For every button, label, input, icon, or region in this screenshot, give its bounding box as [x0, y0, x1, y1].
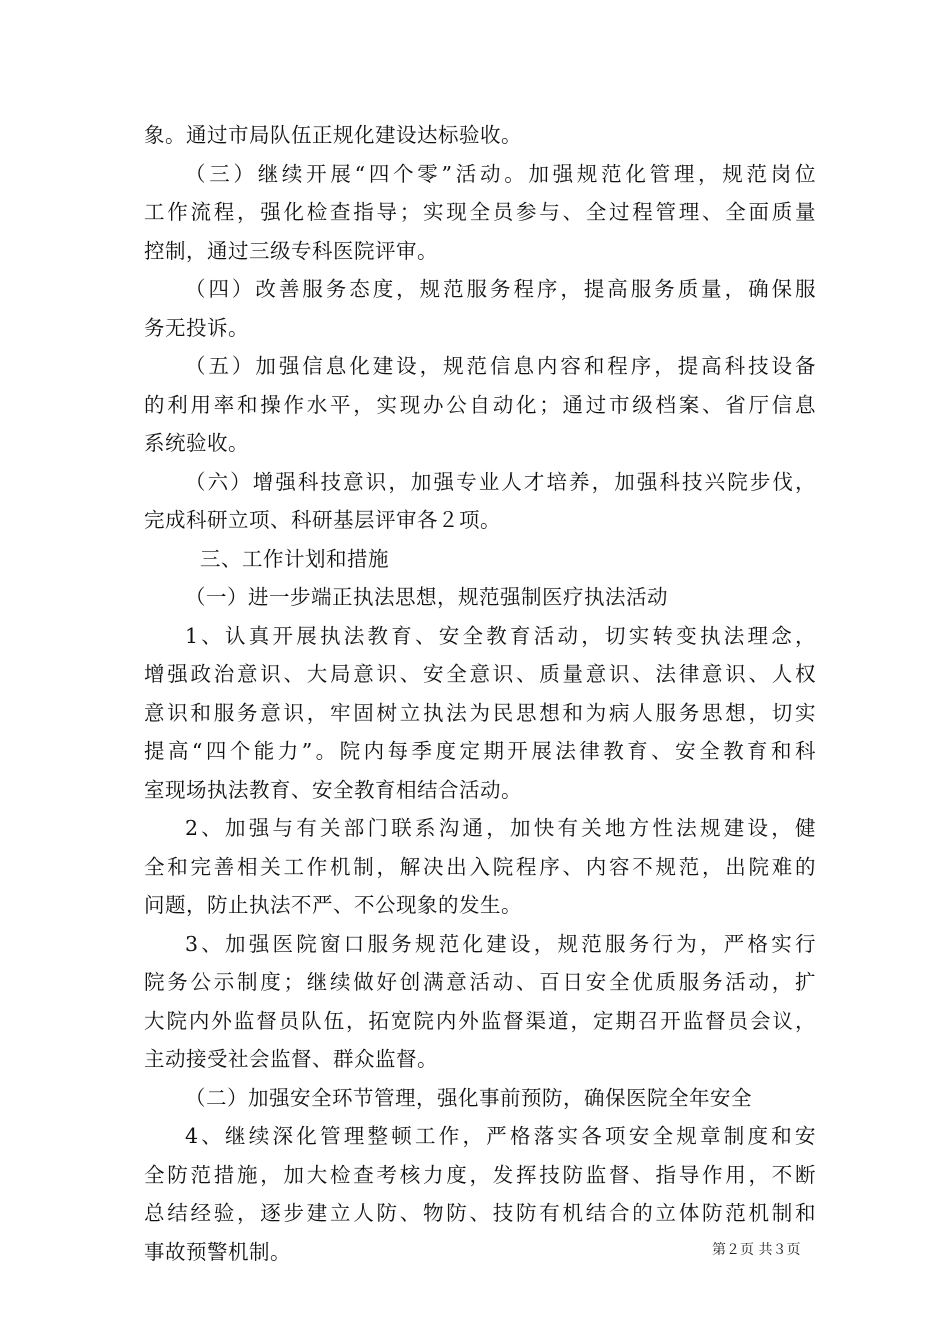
document-body [144, 116, 816, 1271]
text-line: 院务公示制度；继续做好创满意活动、百日安全优质服务活动，扩 [144, 970, 816, 994]
text-line: 务无投诉。 [144, 315, 249, 340]
page-indicator: 第２页 共３页 [712, 1242, 801, 1258]
text-line: 4、继续深化管理整顿工作，严格落实各项安全规章制度和安 [185, 1124, 816, 1148]
text-line: 意识和服务意识，牢固树立执法为民思想和为病人服务思想，切实 [144, 700, 816, 725]
text-line: （五）加强信息化建设，规范信息内容和程序，提高科技设备 [185, 354, 816, 378]
text-line: 问题，防止执法不严、不公现象的发生。 [144, 893, 522, 917]
text-line: 完成科研立项、科研基层评审各２项。 [144, 508, 501, 532]
text-line: 1、认真开展执法教育、安全教育活动，切实转变执法理念， [185, 623, 816, 648]
text-line: 全和完善相关工作机制，解决出入院程序、内容不规范，出院难的 [144, 854, 816, 879]
subsection-heading: （一）进一步端正执法思想，规范强制医疗执法活动 [185, 585, 668, 609]
text-line: 3、加强医院窗口服务规范化建设，规范服务行为，严格实行 [185, 931, 816, 956]
text-line: 象。通过市局队伍正规化建设达标验收。 [144, 123, 522, 147]
text-line: 事故预警机制。 [144, 1239, 291, 1264]
text-line: 控制，通过三级专科医院评审。 [144, 238, 438, 263]
text-line: 的利用率和操作水平，实现办公自动化；通过市级档案、省厅信息 [144, 392, 816, 417]
text-line: （三）继续开展“四个零”活动。加强规范化管理，规范岗位 [185, 161, 816, 186]
text-line: 总结经验，逐步建立人防、物防、技防有机结合的立体防范机制和 [144, 1201, 816, 1225]
text-line: （四）改善服务态度，规范服务程序，提高服务质量，确保服 [185, 277, 816, 301]
text-line: 增强政治意识、大局意识、安全意识、质量意识、法律意识、人权 [144, 662, 816, 686]
text-line: 全防范措施，加大检查考核力度，发挥技防监督、指导作用，不断 [144, 1162, 816, 1187]
section-heading: 三、工作计划和措施 [200, 546, 389, 571]
text-line: 工作流程，强化检查指导；实现全员参与、全过程管理、全面质量 [144, 200, 816, 224]
text-line: 室现场执法教育、安全教育相结合活动。 [144, 777, 522, 802]
text-line: 系统验收。 [144, 431, 249, 455]
subsection-heading: （二）加强安全环节管理，强化事前预防，确保医院全年安全 [185, 1085, 752, 1110]
text-line: 大院内外监督员队伍，拓宽院内外监督渠道，定期召开监督员会议， [144, 1008, 816, 1033]
text-line: （六）增强科技意识，加强专业人才培养，加强科技兴院步伐， [185, 469, 816, 494]
text-line: 2、加强与有关部门联系沟通，加快有关地方性法规建设，健 [185, 816, 816, 840]
text-line: 主动接受社会监督、群众监督。 [144, 1047, 438, 1071]
text-line: 提高“四个能力”。院内每季度定期开展法律教育、安全教育和科 [144, 739, 816, 763]
